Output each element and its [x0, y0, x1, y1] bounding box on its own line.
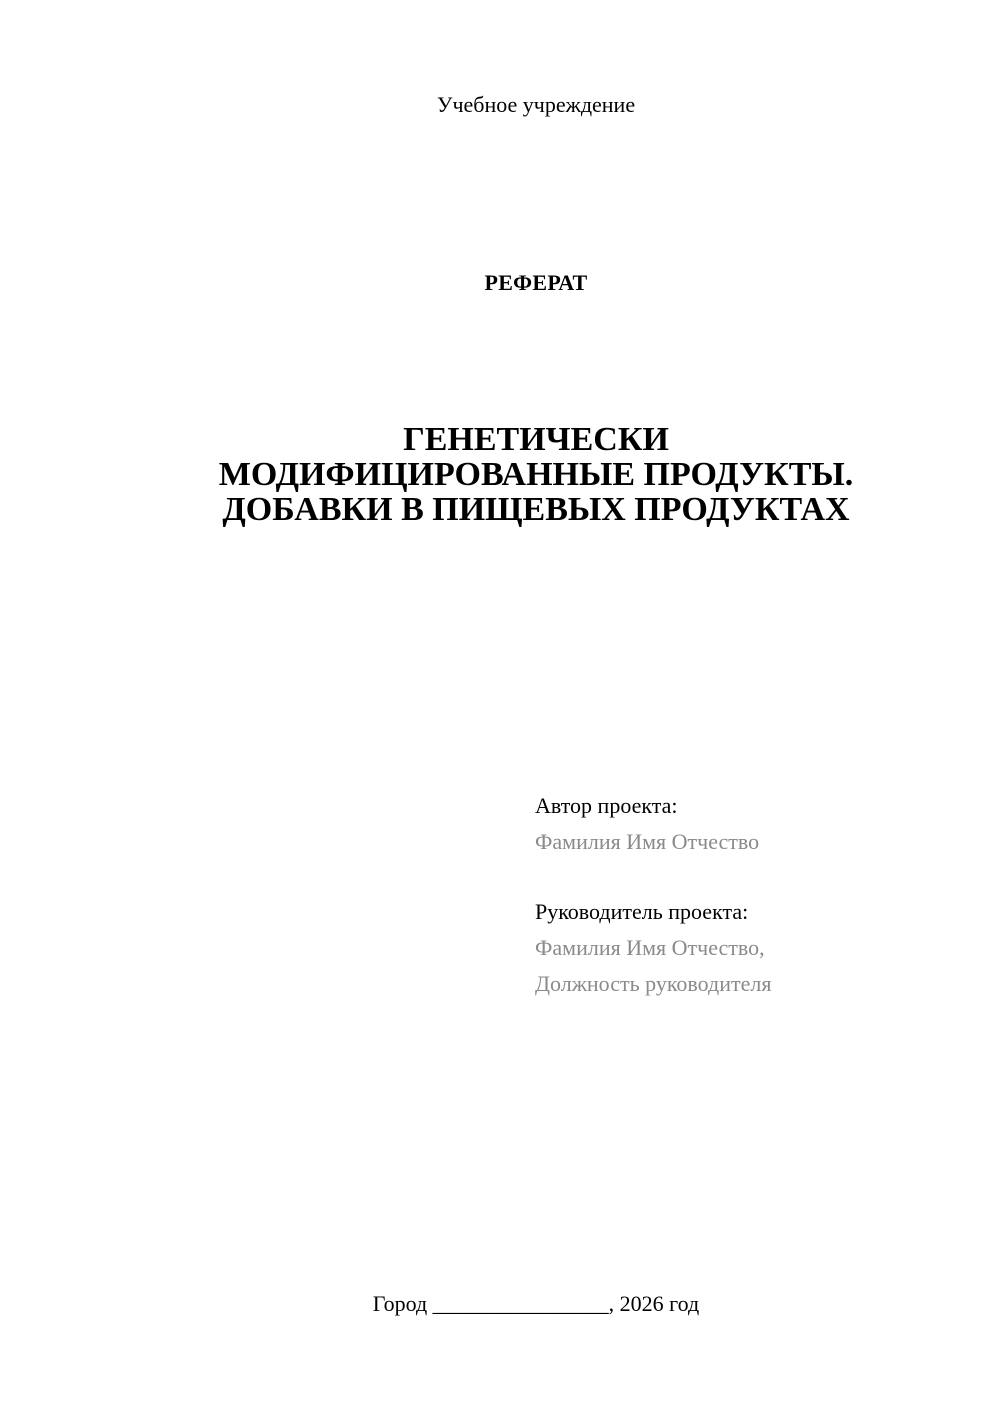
supervisor-name: Фамилия Имя Отчество, — [535, 935, 765, 960]
title-line-1: ГЕНЕТИЧЕСКИ — [403, 421, 669, 458]
people-block — [535, 788, 955, 1002]
author-name: Фамилия Имя Отчество — [535, 829, 760, 854]
document-type: РЕФЕРАТ — [484, 270, 588, 295]
title-line-2: МОДИФИЦИРОВАННЫЕ ПРОДУКТЫ. — [218, 456, 854, 493]
document-title — [0, 422, 1000, 527]
author-label: Автор проекта: — [535, 793, 678, 818]
title-line-3: ДОБАВКИ В ПИЩЕВЫХ ПРОДУКТАХ — [222, 491, 850, 528]
institution-name: Учебное учреждение — [436, 92, 636, 117]
supervisor-position: Должность руководителя — [535, 971, 772, 996]
supervisor-label: Руководитель проекта: — [535, 899, 749, 924]
city-year-line: Город ________________, 2026 год — [372, 1291, 700, 1316]
spacer — [535, 860, 955, 894]
